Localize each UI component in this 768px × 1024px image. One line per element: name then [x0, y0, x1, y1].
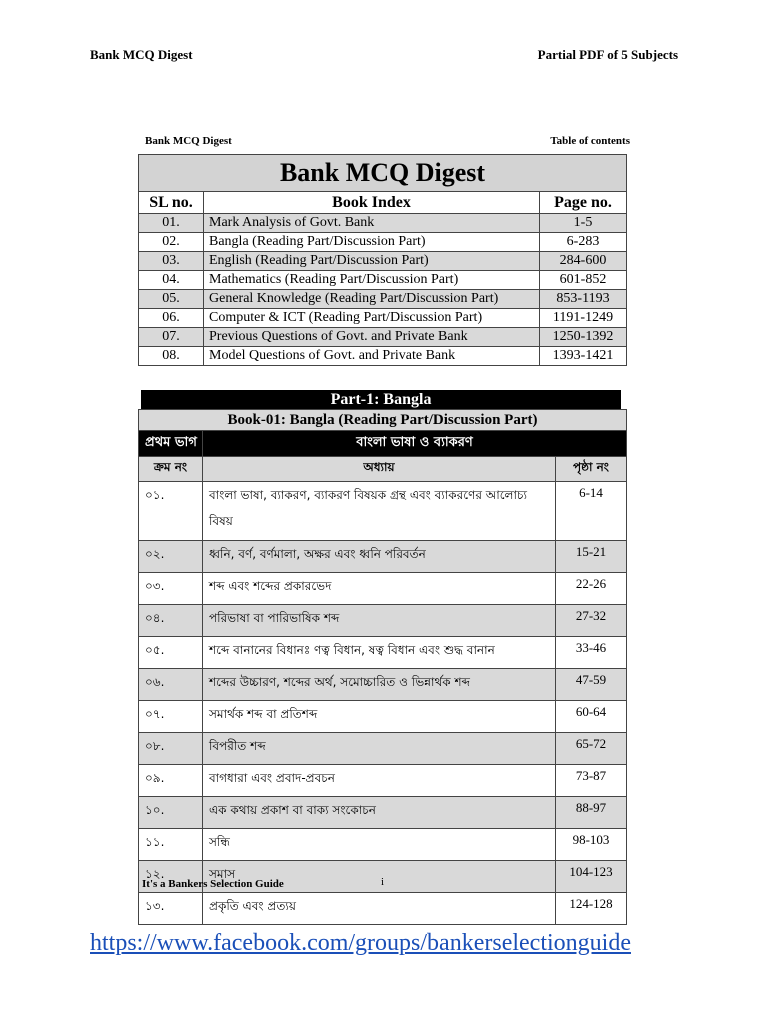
- toc-page: 1250-1392: [540, 328, 627, 347]
- chapter-row: [139, 701, 627, 733]
- chapter-row: [139, 482, 627, 541]
- chapter-sl: ১০.: [139, 797, 203, 829]
- toc-column-page: Page no.: [540, 192, 627, 214]
- toc-row: [139, 328, 627, 347]
- chapter-page: 65-72: [556, 733, 627, 765]
- toc-page: 853-1193: [540, 290, 627, 309]
- toc-book: English (Reading Part/Discussion Part): [204, 252, 540, 271]
- chapter-page: 6-14: [556, 482, 627, 541]
- chapter-sl: ০৬.: [139, 669, 203, 701]
- footer-tagline: It's a Bankers Selection Guide: [142, 878, 284, 890]
- toc-sl: 07.: [139, 328, 204, 347]
- chapter-page: 98-103: [556, 829, 627, 861]
- chapter-row: [139, 733, 627, 765]
- toc-sl: 03.: [139, 252, 204, 271]
- chapter-column-page: পৃষ্ঠা নং: [556, 457, 627, 482]
- toc-page: 1393-1421: [540, 347, 627, 366]
- section-title: বাংলা ভাষা ও ব্যাকরণ: [203, 431, 627, 457]
- toc-book: Model Questions of Govt. and Private Bank: [204, 347, 540, 366]
- chapter-row: [139, 765, 627, 797]
- chapter-sl: ০১.: [139, 482, 203, 541]
- chapter-page: 73-87: [556, 765, 627, 797]
- chapter-topic: শব্দ এবং শব্দের প্রকারভেদ: [203, 573, 556, 605]
- page-header-subtitle: Partial PDF of 5 Subjects: [537, 47, 678, 62]
- toc-page: 6-283: [540, 233, 627, 252]
- chapter-topic: বাগধারা এবং প্রবাদ-প্রবচন: [203, 765, 556, 797]
- chapter-page: 47-59: [556, 669, 627, 701]
- toc-book: Mark Analysis of Govt. Bank: [204, 214, 540, 233]
- chapter-page: 60-64: [556, 701, 627, 733]
- toc-row: [139, 214, 627, 233]
- chapter-page: 22-26: [556, 573, 627, 605]
- chapter-topic: এক কথায় প্রকাশ বা বাক্য সংকোচন: [203, 797, 556, 829]
- bangla-chapter-table: [138, 409, 627, 925]
- toc-row: [139, 347, 627, 366]
- chapter-sl: ০৭.: [139, 701, 203, 733]
- chapter-sl: ০২.: [139, 541, 203, 573]
- toc-book: Bangla (Reading Part/Discussion Part): [204, 233, 540, 252]
- chapter-topic: ধ্বনি, বর্ণ, বর্ণমালা, অক্ষর এবং ধ্বনি পরিবর্তন: [203, 541, 556, 573]
- toc-sl: 01.: [139, 214, 204, 233]
- chapter-page: 104-123: [556, 861, 627, 893]
- chapter-sl: ০৯.: [139, 765, 203, 797]
- toc-book: Previous Questions of Govt. and Private Bank: [204, 328, 540, 347]
- chapter-page: 124-128: [556, 893, 627, 925]
- chapter-topic: সন্ধি: [203, 829, 556, 861]
- chapter-topic: পরিভাষা বা পারিভাষিক শব্দ: [203, 605, 556, 637]
- toc-page: 1191-1249: [540, 309, 627, 328]
- toc-column-sl: SL no.: [139, 192, 204, 214]
- chapter-row: [139, 669, 627, 701]
- chapter-sl: ১১.: [139, 829, 203, 861]
- chapter-row: [139, 893, 627, 925]
- document-header-title: Bank MCQ Digest: [145, 135, 232, 147]
- toc-sl: 06.: [139, 309, 204, 328]
- chapter-row: [139, 541, 627, 573]
- document-header: [140, 135, 630, 151]
- toc-page: 284-600: [540, 252, 627, 271]
- toc-page: 1-5: [540, 214, 627, 233]
- chapter-sl: ১৩.: [139, 893, 203, 925]
- toc-sl: 05.: [139, 290, 204, 309]
- toc-book: General Knowledge (Reading Part/Discussion Part): [204, 290, 540, 309]
- chapter-topic: সমাস: [203, 861, 556, 893]
- chapter-topic: শব্দের উচ্চারণ, শব্দের অর্থ, সমোচ্চারিত ও ভিন্নার্থক শব্দ: [203, 669, 556, 701]
- toc-book: Computer & ICT (Reading Part/Discussion Part): [204, 309, 540, 328]
- toc-book: Mathematics (Reading Part/Discussion Part): [204, 271, 540, 290]
- chapter-sl: ১২.: [139, 861, 203, 893]
- chapter-topic: প্রকৃতি এবং প্রত্যয়: [203, 893, 556, 925]
- chapter-sl: ০৫.: [139, 637, 203, 669]
- chapter-row: [139, 797, 627, 829]
- chapter-sl: ০৮.: [139, 733, 203, 765]
- document-header-section: Table of contents: [550, 135, 630, 147]
- chapter-topic: সমার্থক শব্দ বা প্রতিশব্দ: [203, 701, 556, 733]
- chapter-page: 88-97: [556, 797, 627, 829]
- toc-sl: 02.: [139, 233, 204, 252]
- footer-page-number: i: [381, 876, 385, 888]
- toc-row: [139, 233, 627, 252]
- chapter-row: [139, 637, 627, 669]
- toc-title: Bank MCQ Digest: [139, 155, 627, 192]
- chapter-row: [139, 605, 627, 637]
- chapter-topic: শব্দে বানানের বিধানঃ ণত্ব বিধান, ষত্ব বিধান এবং শুদ্ধ বানান: [203, 637, 556, 669]
- table-of-contents: [138, 154, 627, 366]
- toc-row: [139, 252, 627, 271]
- chapter-sl: ০৪.: [139, 605, 203, 637]
- chapter-row: [139, 829, 627, 861]
- chapter-row: [139, 573, 627, 605]
- facebook-group-link[interactable]: https://www.facebook.com/groups/bankerselectionguide: [90, 930, 631, 956]
- chapter-page: 27-32: [556, 605, 627, 637]
- part-banner: Part-1: Bangla: [141, 390, 621, 409]
- chapter-sl: ০৩.: [139, 573, 203, 605]
- toc-row: [139, 290, 627, 309]
- chapter-topic: বাংলা ভাষা, ব্যাকরণ, ব্যাকরণ বিষয়ক গ্রন্থ এবং ব্যাকরণের আলোচ্য বিষয়: [203, 482, 556, 541]
- toc-row: [139, 271, 627, 290]
- chapter-column-sl: ক্রম নং: [139, 457, 203, 482]
- toc-sl: 04.: [139, 271, 204, 290]
- section-label: প্রথম ভাগ: [139, 431, 203, 457]
- chapter-page: 15-21: [556, 541, 627, 573]
- toc-column-book: Book Index: [204, 192, 540, 214]
- toc-page: 601-852: [540, 271, 627, 290]
- chapter-page: 33-46: [556, 637, 627, 669]
- chapter-column-topic: অধ্যায়: [203, 457, 556, 482]
- toc-row: [139, 309, 627, 328]
- book-title: Book-01: Bangla (Reading Part/Discussion Part): [139, 410, 627, 431]
- chapter-topic: বিপরীত শব্দ: [203, 733, 556, 765]
- page-header-title: Bank MCQ Digest: [90, 47, 193, 62]
- toc-sl: 08.: [139, 347, 204, 366]
